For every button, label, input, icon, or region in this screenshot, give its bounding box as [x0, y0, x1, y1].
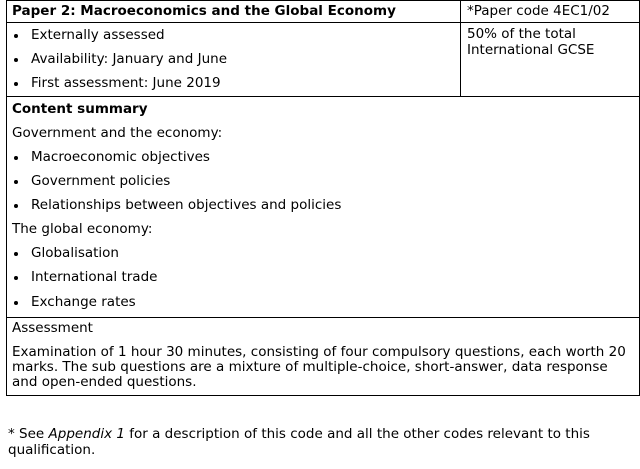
- weighting-text: 50% of the total International GCSE: [467, 26, 595, 58]
- bullet-icon: [14, 58, 18, 62]
- list-item: Globalisation: [31, 245, 119, 261]
- list-item: Exchange rates: [31, 294, 136, 310]
- list-item: Relationships between objectives and policies: [31, 197, 342, 213]
- section-title-global: The global economy:: [12, 221, 153, 237]
- paper-code: *Paper code 4EC1/02: [467, 3, 610, 19]
- bullet-icon: [14, 252, 18, 256]
- bullet-icon: [14, 180, 18, 184]
- list-item: Availability: January and June: [31, 51, 228, 67]
- bullet-icon: [14, 156, 18, 160]
- footnote-suffix: for a description of this code and all the other codes relevant to this qualification.: [8, 426, 590, 458]
- bullet-icon: [14, 82, 18, 86]
- assessment-text: Examination of 1 hour 30 minutes, consisting of four compulsory questions, each worth 20 marks. The sub questions are a mixture of multiple-choice, short-answer, data response and open-ended questions.: [12, 344, 626, 391]
- bullet-icon: [14, 276, 18, 280]
- assessment-divider: [6, 317, 640, 318]
- footnote: [8, 427, 628, 458]
- section-title-government: Government and the economy:: [12, 125, 223, 141]
- list-item: Externally assessed: [31, 27, 165, 43]
- info-divider: [6, 96, 640, 97]
- appendix-reference: Appendix 1: [48, 426, 125, 442]
- paper-title: Paper 2: Macroeconomics and the Global Economy: [12, 3, 396, 19]
- content-summary-heading: Content summary: [12, 101, 148, 117]
- column-divider: [460, 0, 461, 97]
- list-item: First assessment: June 2019: [31, 75, 221, 91]
- footnote-prefix: * See: [8, 426, 49, 442]
- list-item: International trade: [31, 269, 158, 285]
- table-border-bottom: [6, 395, 640, 396]
- list-item: Macroeconomic objectives: [31, 149, 210, 165]
- table-border-left: [6, 0, 7, 396]
- assessment-heading: Assessment: [12, 320, 93, 336]
- paper-specification-table: [6, 0, 640, 396]
- bullet-icon: [14, 34, 18, 38]
- header-divider: [6, 22, 640, 23]
- bullet-icon: [14, 204, 18, 208]
- list-item: Government policies: [31, 173, 171, 189]
- table-border-top: [6, 0, 640, 1]
- bullet-icon: [14, 301, 18, 305]
